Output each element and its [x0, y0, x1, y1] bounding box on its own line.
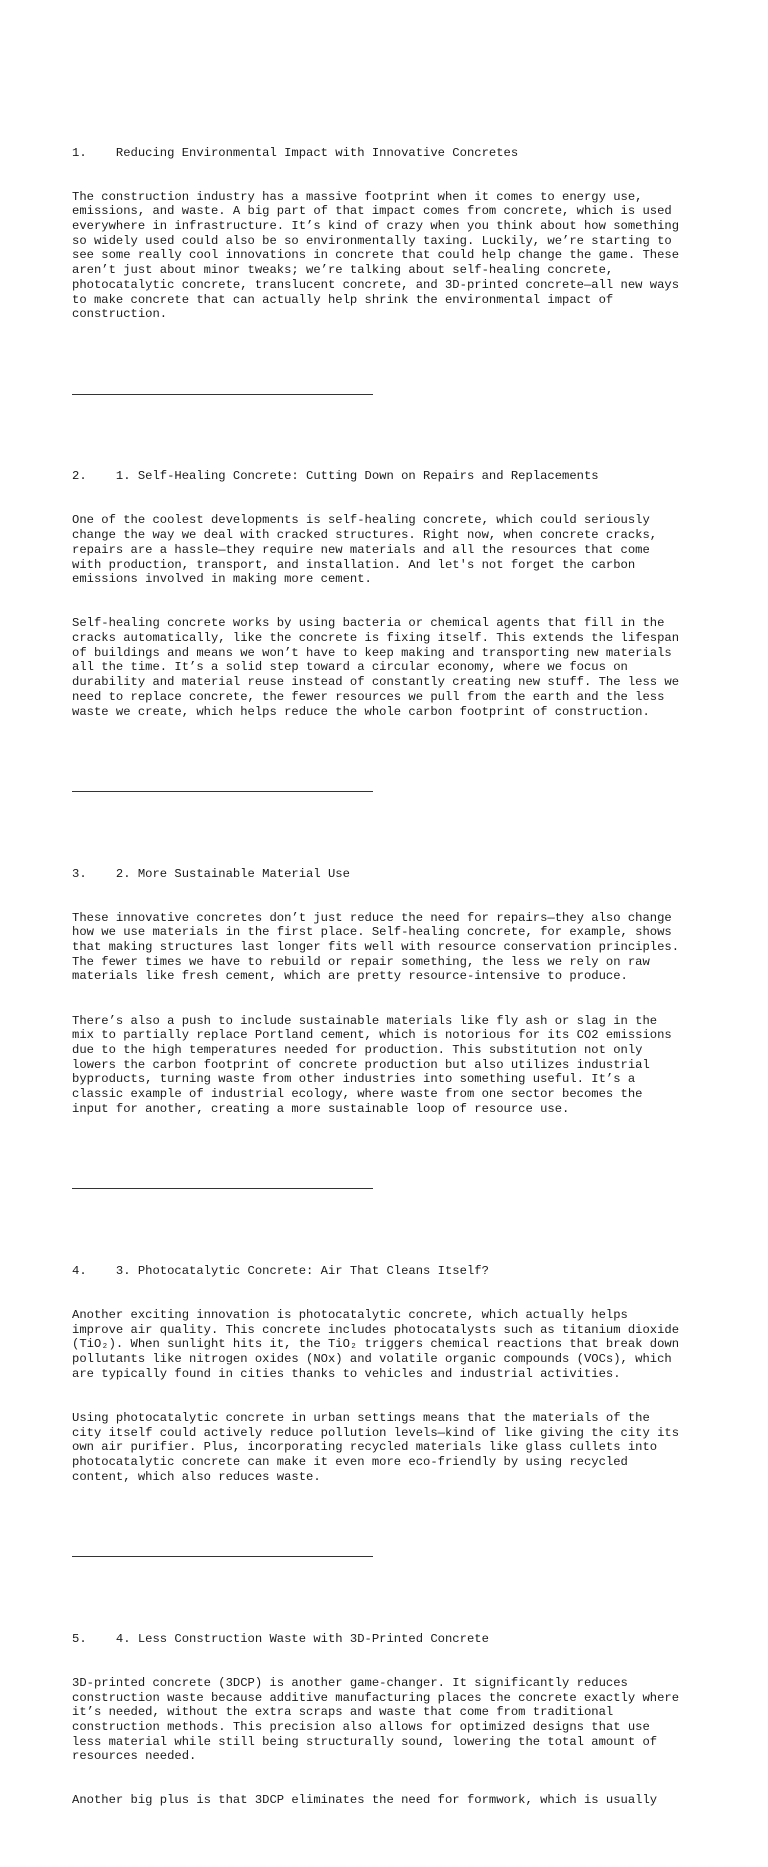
divider — [72, 394, 373, 395]
divider — [72, 1556, 373, 1557]
paragraph: One of the coolest developments is self-healing concrete, which could seriously change the way we deal with cracked structures. Right now, when concrete cracks, repairs are a hassle—they require new materials and all the resources that come with production, transport, and installation. And let's not forget the carbon emissions involved in making more cement. — [72, 513, 658, 587]
section-4 — [72, 1234, 712, 1513]
section-5 — [72, 1602, 712, 1837]
divider — [72, 791, 373, 792]
section-heading: 4. 3. Photocatalytic Concrete: Air That Cleans Itself? — [72, 1263, 489, 1278]
paragraph: Another big plus is that 3DCP eliminates the need for formwork, which is usually — [72, 1793, 658, 1808]
paragraph: Another exciting innovation is photocatalytic concrete, which actually helps improve air quality. This concrete includes photocatalysts such as titanium dioxide (TiO₂). When sunlight hits it, the TiO₂ triggers chemical reactions that break down pollutants like nitrogen oxides (NOx) and volatile organic compounds (VOCs), which are typically found in cities thanks to vehicles and industrial activities. — [72, 1307, 680, 1381]
section-1 — [72, 116, 712, 351]
section-heading: 2. 1. Self-Healing Concrete: Cutting Down on Repairs and Replacements — [72, 469, 599, 484]
section-heading: 1. Reducing Environmental Impact with Innovative Concretes — [72, 145, 519, 160]
paragraph: 3D-printed concrete (3DCP) is another game-changer. It significantly reduces construction waste because additive manufacturing places the concrete exactly where it’s needed, without the extra scraps and waste that come from traditional construction methods. This precision also allows for optimized designs that use less material while still being structurally sound, lowering the total amount of resources needed. — [72, 1675, 680, 1764]
section-3 — [72, 837, 712, 1146]
paragraph: Self-healing concrete works by using bacteria or chemical agents that fill in the cracks automatically, like the concrete is fixing itself. This extends the lifespan of buildings and means we won’t have to keep making and transporting new materials all the time. It’s a solid step toward a circular economy, where we focus on durability and material reuse instead of constantly creating new stuff. The less we need to replace concrete, the fewer resources we pull from the earth and the less waste we create, which helps reduce the whole carbon footprint of construction. — [72, 616, 680, 719]
paragraph: The construction industry has a massive footprint when it comes to energy use, emissions, and waste. A big part of that impact comes from concrete, which is used everywhere in infrastructure. It’s kind of crazy when you think about how something so widely used could also be so environmentally taxing. Luckily, we’re starting to see some really cool innovations in concrete that could help change the game. These aren’t just about minor tweaks; we’re talking about self-healing concrete, photocatalytic concrete, translucent concrete, and 3D-printed concrete—all new ways to make concrete that can actually help shrink the environmental impact of construction. — [72, 189, 680, 322]
paragraph: There’s also a push to include sustainable materials like fly ash or slag in the mix to partially replace Portland cement, which is notorious for its CO2 emissions due to the high temperatures needed for production. This substitution not only lowers the carbon footprint of concrete production but also utilizes industrial byproducts, turning waste from other industries into something useful. It’s a classic example of industrial ecology, where waste from one sector becomes the input for another, creating a more sustainable loop of resource use. — [72, 1013, 672, 1116]
paragraph: Using photocatalytic concrete in urban settings means that the materials of the city itself could actively reduce pollution levels—kind of like giving the city its own air purifier. Plus, incorporating recycled materials like glass cullets into photocatalytic concrete can make it even more eco-friendly by using recycled content, which also reduces waste. — [72, 1410, 680, 1484]
section-2 — [72, 440, 712, 749]
document-page — [72, 72, 712, 1867]
divider — [72, 1188, 373, 1189]
paragraph: These innovative concretes don’t just reduce the need for repairs—they also change how we use materials in the first place. Self-healing concrete, for example, shows that making structures last longer fits well with resource conservation principles. The fewer times we have to rebuild or repair something, the less we rely on raw materials like fresh cement, which are pretty resource-intensive to produce. — [72, 910, 680, 984]
section-heading: 5. 4. Less Construction Waste with 3D-Printed Concrete — [72, 1631, 489, 1646]
section-heading: 3. 2. More Sustainable Material Use — [72, 866, 350, 881]
